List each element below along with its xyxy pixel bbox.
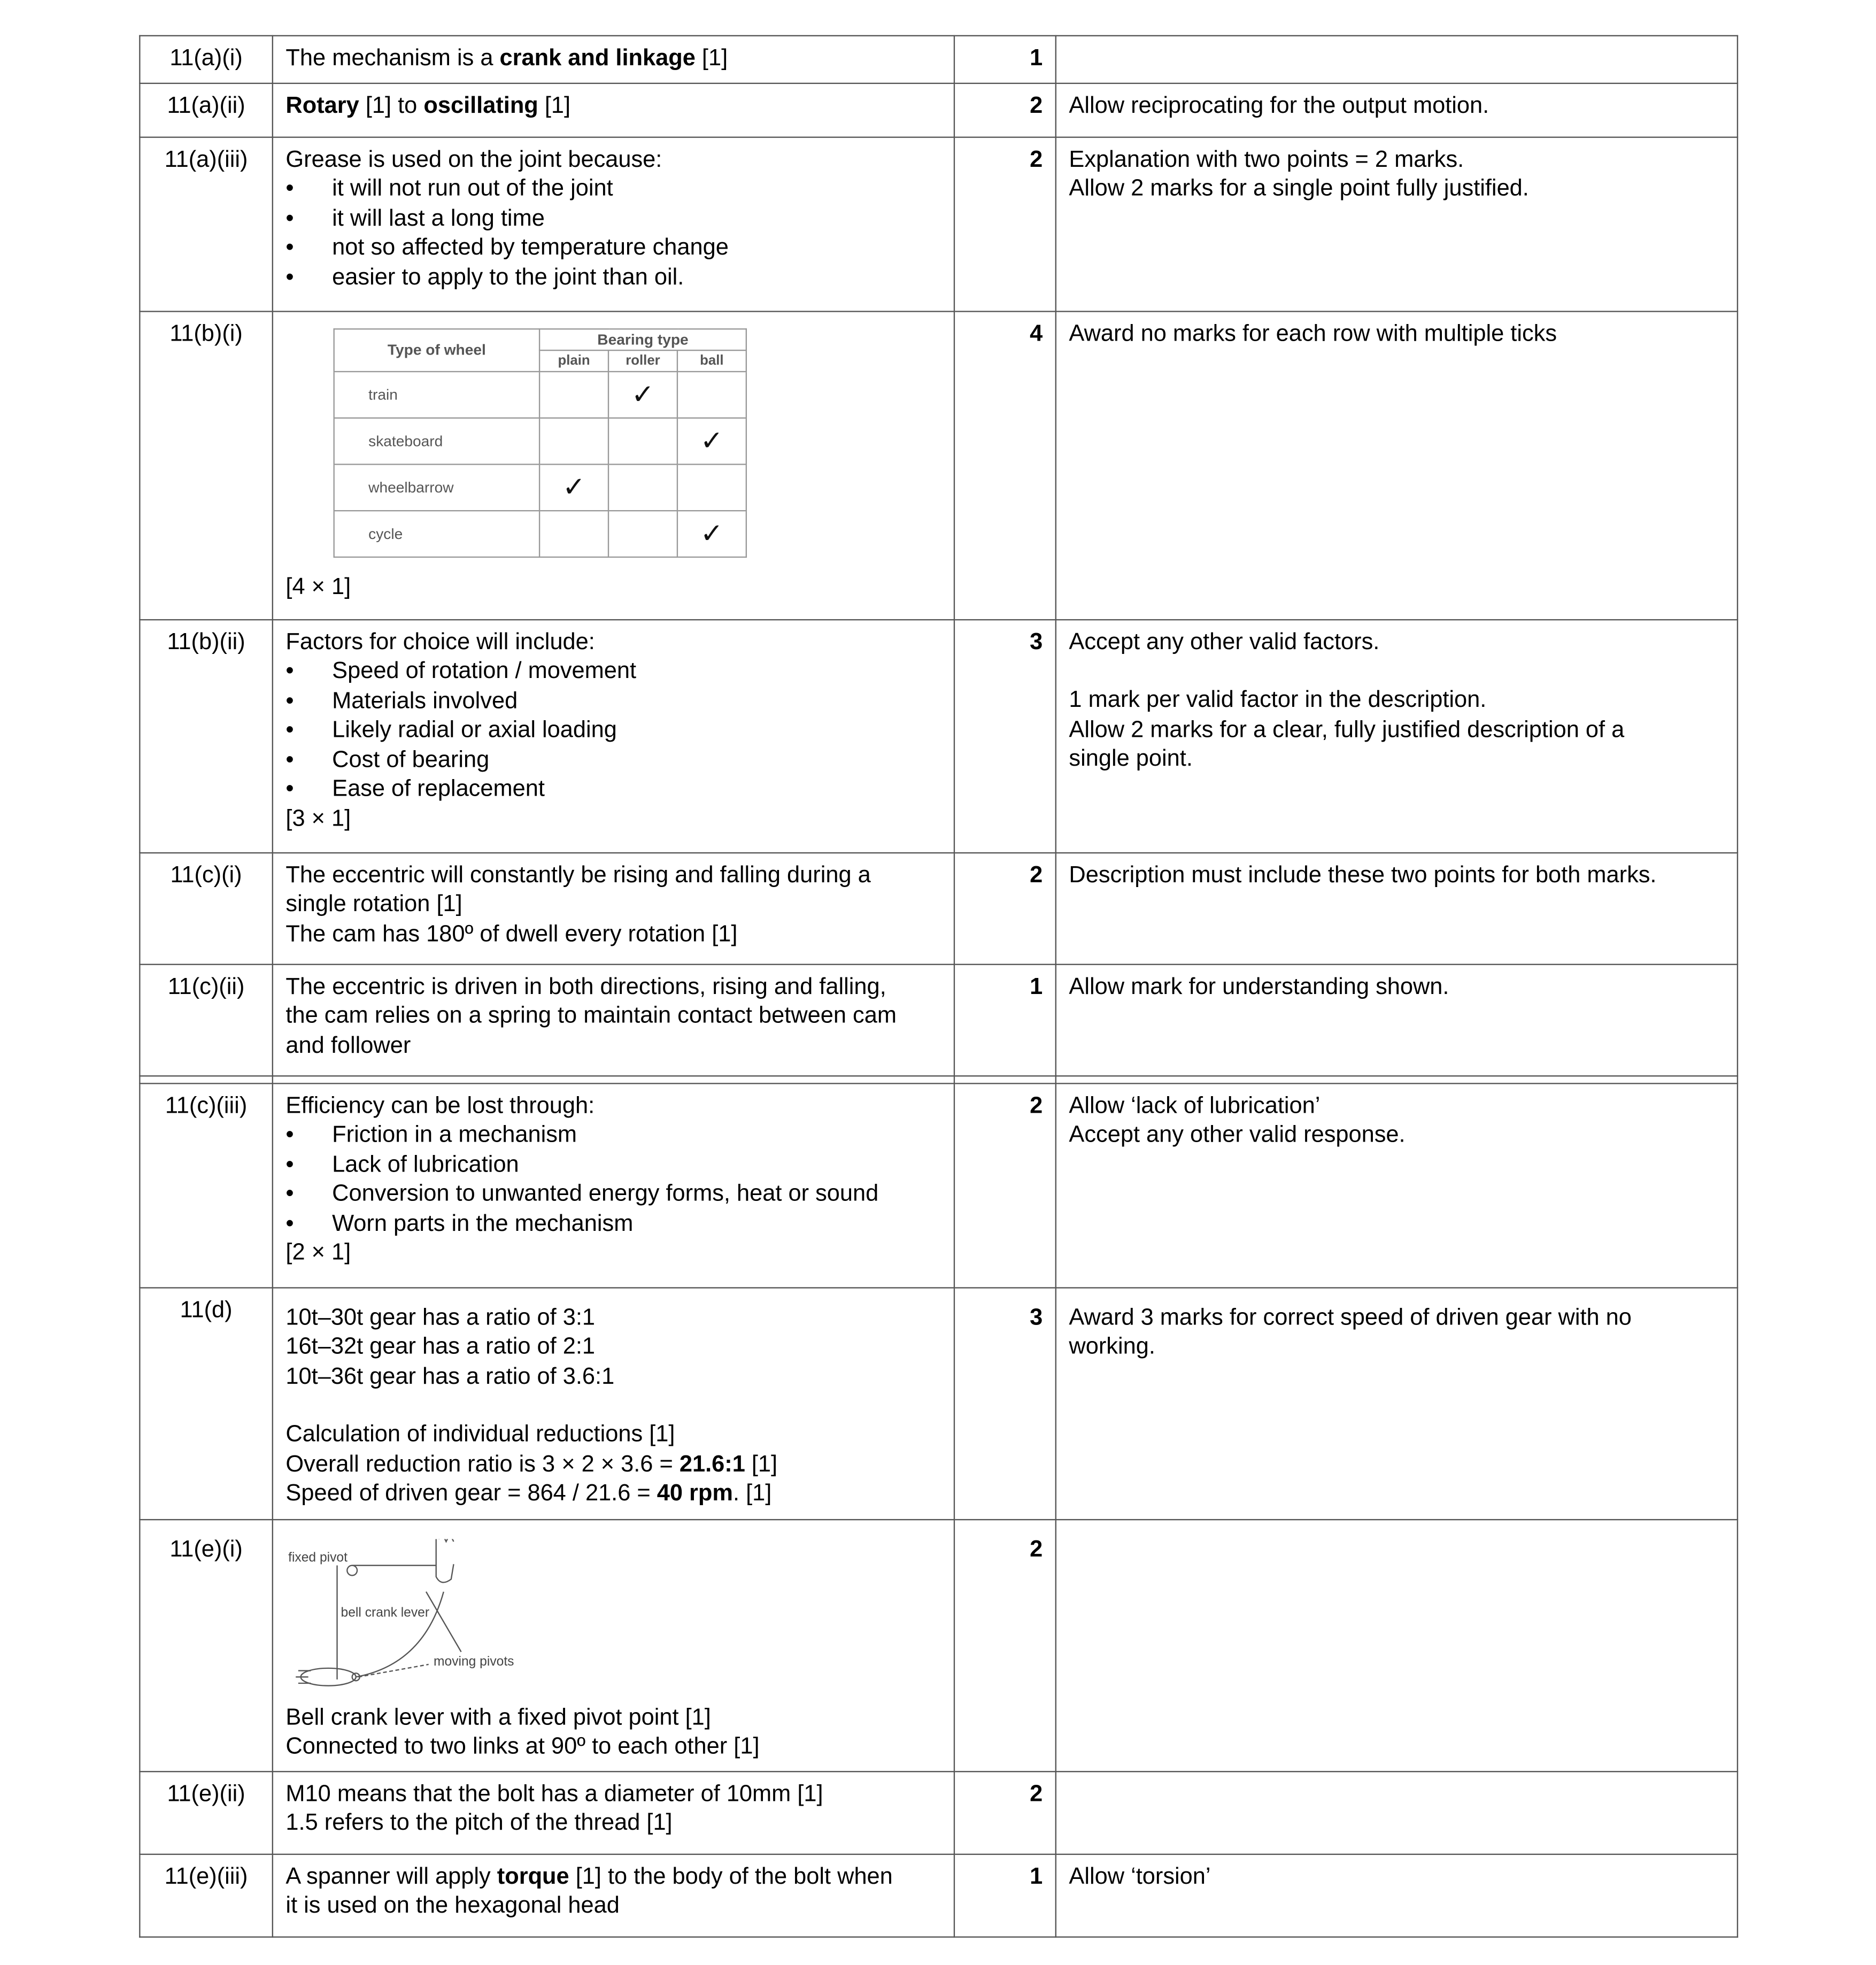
mark-scheme-table (139, 35, 1738, 1937)
marks-cell: 1 (954, 36, 1056, 83)
marks-breakdown: [2 × 1] (285, 1238, 351, 1265)
marks-breakdown: [4 × 1] (285, 572, 351, 599)
table-row (334, 510, 746, 557)
marks-cell: 3 (954, 1287, 1056, 1519)
answer-line: the cam relies on a spring to maintain contact between cam (285, 1001, 897, 1028)
list-item: • it will not run out of the joint (285, 173, 941, 202)
answer-bullets (285, 656, 941, 803)
question-number: 11(e)(iii) (140, 1854, 272, 1937)
marks-cell: 3 (954, 619, 1056, 852)
table-row (140, 83, 1738, 137)
marks-cell: 2 (954, 83, 1056, 137)
marks-cell: 1 (954, 964, 1056, 1076)
list-item: • easier to apply to the joint than oil. (285, 261, 941, 291)
column-header-ball: ball (677, 350, 746, 371)
marks-cell: 2 (954, 136, 1056, 311)
answer-line: Connected to two links at 90º to each other [1] (285, 1732, 760, 1759)
column-header-plain: plain (539, 350, 608, 371)
answer-keyword: crank and linkage (499, 44, 696, 71)
list-item: • Conversion to unwanted energy forms, heat or sound (285, 1178, 941, 1207)
marks-cell: 2 (954, 1083, 1056, 1287)
answer-line: it is used on the hexagonal head (285, 1891, 620, 1918)
label-moving-pivots: moving pivots (434, 1654, 514, 1669)
tick-cell: ✓ (608, 371, 677, 418)
answer-cell (273, 1854, 954, 1937)
answer-bullets (285, 173, 941, 290)
guidance-line: Allow ‘lack of lubrication’ (1069, 1091, 1321, 1118)
guidance-cell: Allow mark for understanding shown. (1056, 964, 1738, 1076)
answer-text: [1] to the body of the bolt when (569, 1862, 893, 1889)
table-row (140, 852, 1738, 964)
answer-cell (273, 619, 954, 852)
marks-cell: 1 (954, 1854, 1056, 1937)
question-number: 11(b)(i) (140, 311, 272, 619)
guidance-line: Accept any other valid response. (1069, 1120, 1406, 1147)
table-row (140, 619, 1738, 852)
wheel-name: train (334, 371, 539, 418)
answer-text: A spanner will apply (285, 1862, 497, 1889)
guidance-line: Allow 2 marks for a single point fully justified. (1069, 174, 1529, 201)
guidance-cell: Allow ‘torsion’ (1056, 1854, 1738, 1937)
table-row (140, 136, 1738, 311)
marks-breakdown: [3 × 1] (285, 804, 351, 830)
wheel-name: wheelbarrow (334, 464, 539, 510)
answer-text: The mechanism is a (285, 44, 500, 71)
answer-line (285, 1448, 941, 1477)
question-number: 11(c)(ii) (140, 964, 272, 1076)
guidance-line: Allow 2 marks for a clear, fully justified description of a (1069, 715, 1625, 742)
answer-cell (273, 1771, 954, 1854)
answer-cell (273, 964, 954, 1076)
guidance-line: 1 mark per valid factor in the description. (1069, 685, 1487, 712)
question-number: 11(c)(i) (140, 852, 272, 964)
marks-cell: 2 (954, 1519, 1056, 1771)
answer-mark: [1] (745, 1449, 778, 1476)
wheel-name: cycle (334, 510, 539, 557)
tick-cell: ✓ (677, 418, 746, 464)
list-item: • Ease of replacement (285, 773, 941, 803)
guidance-line: single point. (1069, 744, 1193, 771)
tick-cell: ✓ (539, 464, 608, 510)
tick-cell (677, 464, 746, 510)
answer-line: The cam has 180º of dwell every rotation [1] (285, 919, 738, 946)
answer-intro: Factors for choice will include: (285, 627, 595, 654)
answer-keyword: oscillating (423, 90, 538, 118)
answer-line: 10t–36t gear has a ratio of 3.6:1 (285, 1361, 615, 1388)
list-item: • Friction in a mechanism (285, 1119, 941, 1149)
answer-mark: [1] (695, 44, 728, 71)
answer-line: Calculation of individual reductions [1] (285, 1420, 675, 1446)
answer-line: Bell crank lever with a fixed pivot point [1] (285, 1702, 711, 1729)
question-number: 11(a)(ii) (140, 83, 272, 137)
tick-cell (539, 371, 608, 418)
wheel-column-header: Type of wheel (334, 328, 539, 371)
answer-text: Speed of driven gear = 864 / 21.6 = (285, 1478, 657, 1506)
marks-cell: 4 (954, 311, 1056, 619)
list-item: • Worn parts in the mechanism (285, 1207, 941, 1237)
answer-text: Overall reduction ratio is 3 × 2 × 3.6 = (285, 1449, 680, 1476)
table-divider (140, 1075, 1738, 1083)
answer-cell (273, 311, 954, 619)
guidance-line: working. (1069, 1332, 1155, 1359)
guidance-line: Explanation with two points = 2 marks. (1069, 144, 1464, 171)
guidance-cell (1056, 136, 1738, 311)
guidance-cell (1056, 1519, 1738, 1771)
tick-cell: ✓ (677, 510, 746, 557)
marks-cell: 2 (954, 852, 1056, 964)
answer-line: 10t–30t gear has a ratio of 3:1 (285, 1303, 596, 1329)
fixed-pivot-icon (347, 1565, 357, 1575)
answer-line: and follower (285, 1030, 411, 1058)
answer-keyword: torque (497, 1862, 569, 1889)
answer-keyword: 21.6:1 (679, 1449, 745, 1476)
list-item: • Materials involved (285, 685, 941, 714)
answer-cell (273, 136, 954, 311)
guidance-cell (1056, 619, 1738, 852)
list-item: • Likely radial or axial loading (285, 714, 941, 744)
list-item: • it will last a long time (285, 203, 941, 232)
guidance-cell: Allow reciprocating for the output motion. (1056, 83, 1738, 137)
answer-line: M10 means that the bolt has a diameter of 10mm [1] (285, 1779, 823, 1806)
table-row (140, 964, 1738, 1076)
question-number: 11(e)(ii) (140, 1771, 272, 1854)
table-row (140, 1771, 1738, 1854)
label-bell-crank-lever: bell crank lever (341, 1605, 430, 1620)
answer-line: single rotation [1] (285, 890, 462, 916)
guidance-cell: Award no marks for each row with multiple ticks (1056, 311, 1738, 619)
column-header-roller: roller (608, 350, 677, 371)
answer-intro: Efficiency can be lost through: (285, 1091, 595, 1118)
question-number: 11(a)(i) (140, 36, 272, 83)
guidance-cell (1056, 36, 1738, 83)
answer-line (285, 1478, 941, 1507)
answer-cell (273, 852, 954, 964)
guidance-line: Accept any other valid factors. (1069, 627, 1380, 654)
answer-cell (273, 36, 954, 83)
tick-cell (608, 464, 677, 510)
table-row (334, 371, 746, 418)
list-item: • not so affected by temperature change (285, 232, 941, 261)
answer-keyword: 40 rpm (657, 1478, 733, 1506)
label-fixed-pivot: fixed pivot (288, 1550, 348, 1565)
tick-cell (608, 510, 677, 557)
bearing-group-header: Bearing type (539, 328, 746, 350)
guidance-line: Award 3 marks for correct speed of driven gear with no (1069, 1303, 1632, 1329)
wheel-name: skateboard (334, 418, 539, 464)
answer-cell (273, 83, 954, 137)
tick-cell (539, 418, 608, 464)
answer-line (285, 1861, 941, 1890)
answer-line: 16t–32t gear has a ratio of 2:1 (285, 1332, 596, 1359)
question-number: 11(e)(i) (140, 1519, 272, 1771)
table-row (140, 1519, 1738, 1771)
answer-text: [1] to (359, 90, 424, 118)
table-row (140, 1287, 1738, 1519)
guidance-cell (1056, 1287, 1738, 1519)
answer-cell (273, 1519, 954, 1771)
bell-crank-diagram (285, 1538, 561, 1699)
answer-line: The eccentric will constantly be rising and falling during a (285, 860, 871, 887)
list-item: • Lack of lubrication (285, 1149, 941, 1178)
guidance-cell (1056, 1083, 1738, 1287)
answer-cell (273, 1083, 954, 1287)
table-row (140, 311, 1738, 619)
answer-line: 1.5 refers to the pitch of the thread [1] (285, 1808, 673, 1835)
guidance-cell (1056, 1771, 1738, 1854)
answer-cell (273, 1287, 954, 1519)
table-row (140, 1854, 1738, 1937)
question-number: 11(d) (140, 1287, 272, 1519)
answer-bullets (285, 1119, 941, 1237)
tick-cell (539, 510, 608, 557)
answer-intro: Grease is used on the joint because: (285, 144, 662, 171)
tick-cell (677, 371, 746, 418)
question-number: 11(b)(ii) (140, 619, 272, 852)
table-row (334, 418, 746, 464)
guidance-cell: Description must include these two points for both marks. (1056, 852, 1738, 964)
list-item: • Speed of rotation / movement (285, 656, 941, 685)
answer-line: The eccentric is driven in both directions, rising and falling, (285, 972, 886, 998)
table-row (140, 36, 1738, 83)
table-row (140, 1083, 1738, 1287)
answer-keyword: Rotary (285, 90, 359, 118)
answer-mark: [1] (538, 90, 571, 118)
table-row (334, 464, 746, 510)
list-item: • Cost of bearing (285, 744, 941, 773)
tick-cell (608, 418, 677, 464)
marks-cell: 2 (954, 1771, 1056, 1854)
question-number: 11(a)(iii) (140, 136, 272, 311)
bearing-type-table (334, 328, 747, 557)
question-number: 11(c)(iii) (140, 1083, 272, 1287)
answer-mark: . [1] (732, 1478, 772, 1506)
